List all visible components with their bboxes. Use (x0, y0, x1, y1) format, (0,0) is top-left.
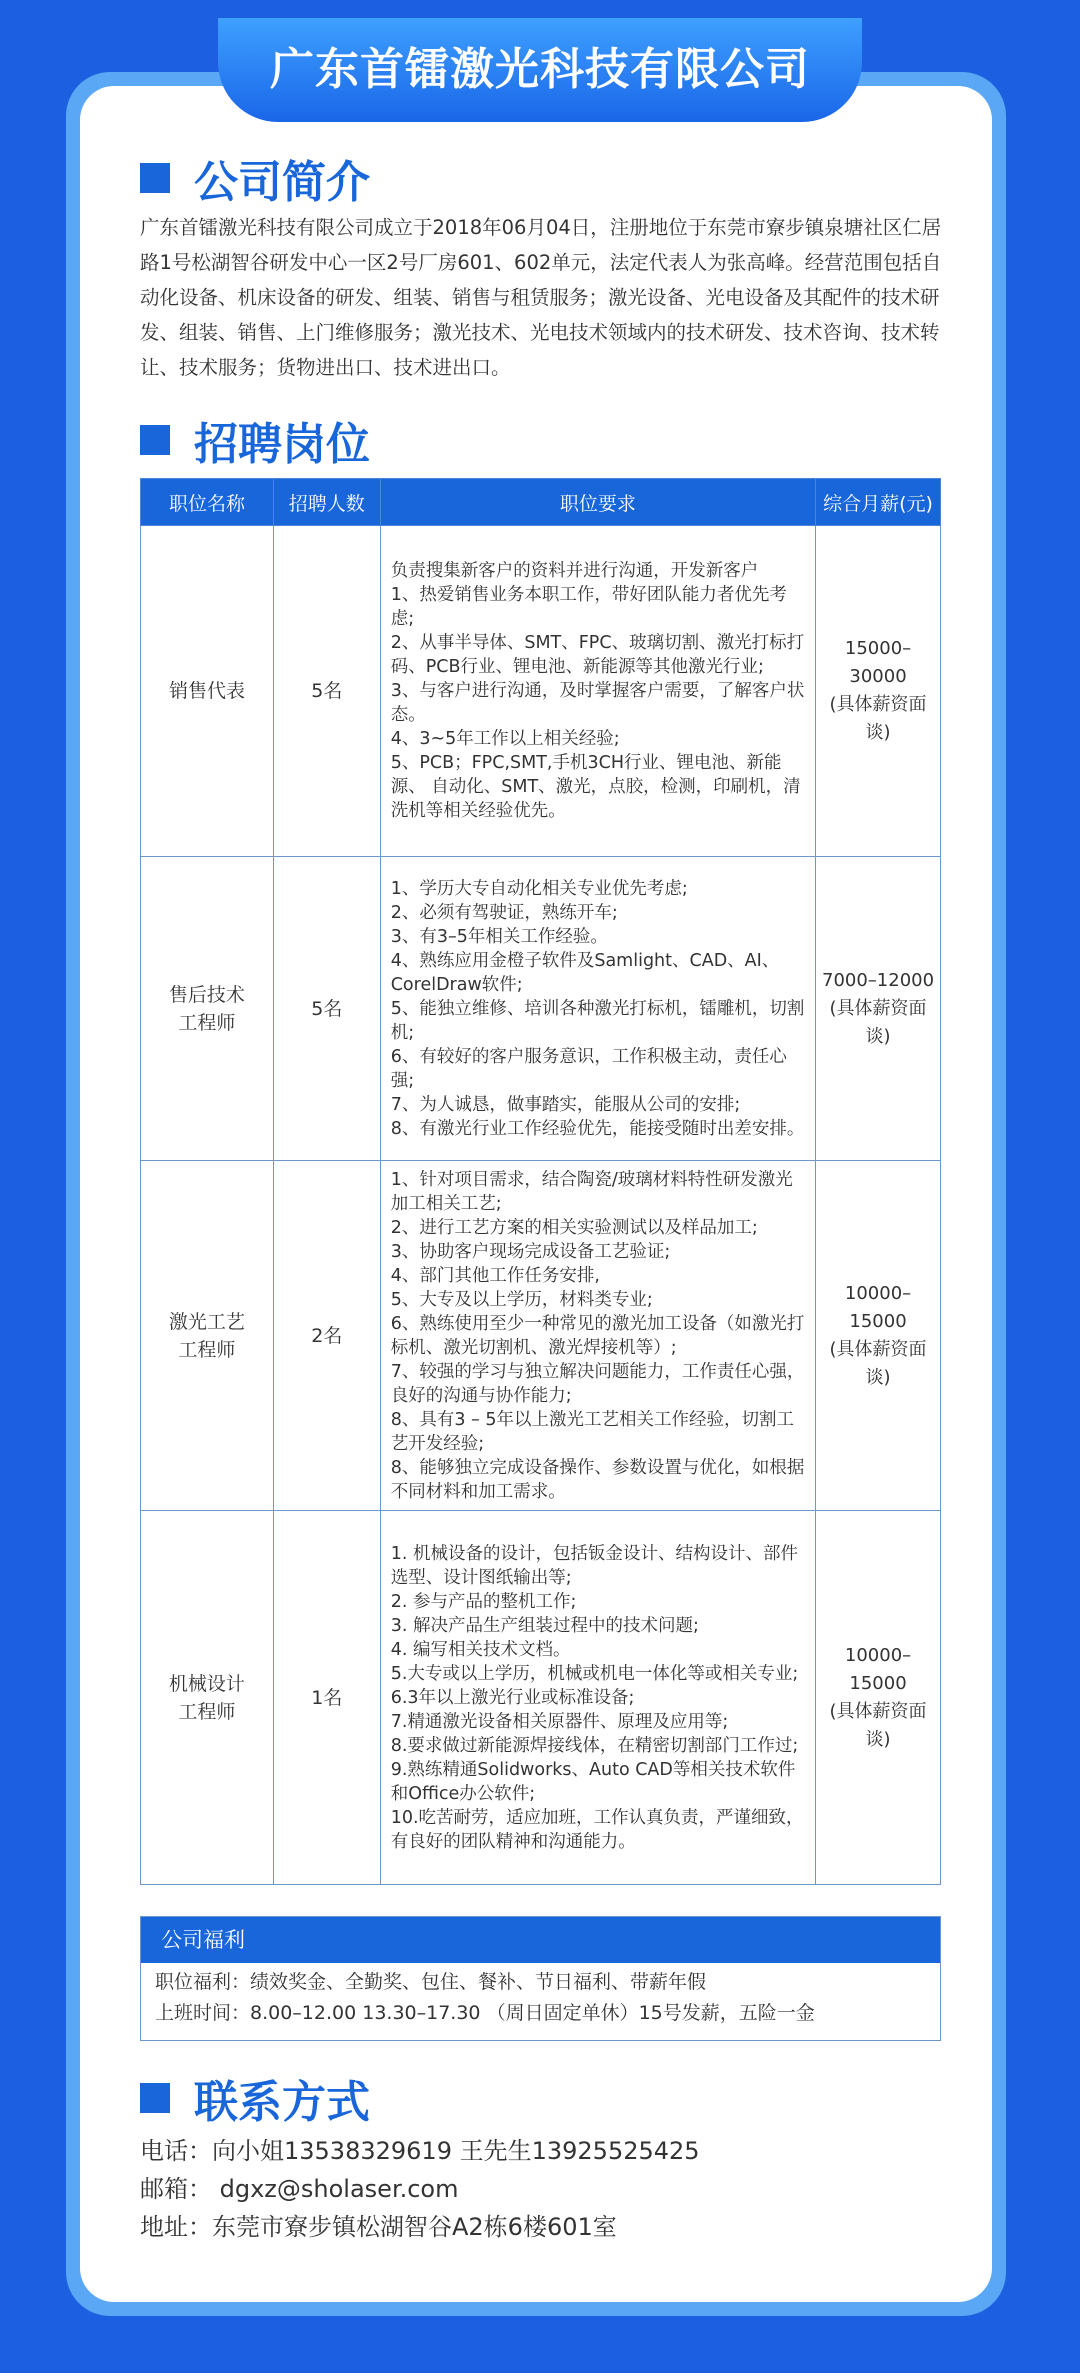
title-banner (218, 18, 862, 122)
section-intro-heading: 公司简介 (140, 148, 370, 208)
welfare-benefits: 职位福利：绩效奖金、全勤奖、包住、餐补、节日福利、带薪年假 (155, 1971, 707, 1993)
table-row (141, 526, 941, 857)
table-row (141, 1511, 941, 1885)
table-header-row (141, 479, 941, 526)
table-row (141, 857, 941, 1161)
header-requirements: 职位要求 (380, 479, 815, 526)
job-count: 1名 (273, 1511, 380, 1885)
square-bullet-icon (140, 2083, 170, 2113)
contact-phone: 电话：向小姐13538329619 王先生13925525425 (140, 2137, 700, 2165)
section-jobs-heading: 招聘岗位 (140, 410, 370, 470)
job-name: 机械设计工程师 (141, 1511, 274, 1885)
company-title: 广东首镭激光科技有限公司 (270, 44, 810, 95)
job-name: 激光工艺工程师 (141, 1161, 274, 1511)
contact-block (140, 2132, 700, 2246)
intro-text: 广东首镭激光科技有限公司成立于2018年06月04日，注册地位于东莞市寮步镇泉塘社区仁居路1号松湖智谷研发中心一区2号厂房601、602单元，法定代表人为张高峰。经营范围包括自动化设备、机床设备的研发、组装、销售与租赁服务；激光设备、光电设备及其配件的技术研发、组装、销售、上门维修服务；激光技术、光电技术领域内的技术研发、技术咨询、技术转让、技术服务；货物进出口、技术进出口。 (140, 216, 942, 379)
job-salary: 10000–15000 (具体薪资面谈) (816, 1511, 941, 1885)
square-bullet-icon (140, 425, 170, 455)
job-salary: 10000–15000 (具体薪资面谈) (816, 1161, 941, 1511)
header-salary: 综合月薪(元) (816, 479, 941, 526)
job-name: 售后技术工程师 (141, 857, 274, 1161)
job-count: 5名 (273, 526, 380, 857)
contact-email: 邮箱： dgxz@sholaser.com (140, 2175, 459, 2203)
job-requirements: 负责搜集新客户的资料并进行沟通，开发新客户 1、热爱销售业务本职工作，带好团队能力者优先考虑; 2、从事半导体、SMT、FPC、玻璃切割、激光打标打码、PCB行业、锂电池、新能源等其他激光行业; 3、与客户进行沟通，及时掌握客户需要，了解客户状态。 4、3~5年工作以上相关经验; 5、PCB；FPC,SMT,手机3CH行业、锂电池、新能源、 自动化、SMT、激光，点胶，检测，印刷机，清洗机等相关经验优先。 (380, 526, 815, 857)
job-salary: 15000–30000 (具体薪资面谈) (816, 526, 941, 857)
contact-address: 地址：东莞市寮步镇松湖智谷A2栋6楼601室 (140, 2213, 617, 2241)
job-salary: 7000–12000 (具体薪资面谈) (816, 857, 941, 1161)
job-requirements: 1. 机械设备的设计，包括钣金设计、结构设计、部件选型、设计图纸输出等; 2. 参与产品的整机工作; 3. 解决产品生产组装过程中的技术问题; 4. 编写相关技术文档。 5.大专或以上学历，机械或机电一体化等或相关专业; 6.3年以上激光行业或标准设备; 7.精通激光设备相关原器件、原理及应用等; 8.要求做过新能源焊接线体，在精密切割部门工作过; 9.熟练精通Solidworks、Auto CAD等相关技术软件和Office办公软件; 10.吃苦耐劳，适应加班，工作认真负责，严谨细致，有良好的团队精神和沟通能力。 (380, 1511, 815, 1885)
job-requirements: 1、学历大专自动化相关专业优先考虑; 2、必须有驾驶证，熟练开车; 3、有3–5年相关工作经验。 4、熟练应用金橙子软件及Samlight、CAD、AI、CorelDraw软件; 5、能独立维修、培训各种激光打标机，镭雕机，切割机; 6、有较好的客户服务意识，工作积极主动，责任心强; 7、为人诚恳，做事踏实，能服从公司的安排; 8、有激光行业工作经验优先，能接受随时出差安排。 (380, 857, 815, 1161)
job-requirements: 1、针对项目需求，结合陶瓷/玻璃材料特性研发激光加工相关工艺; 2、进行工艺方案的相关实验测试以及样品加工; 3、协助客户现场完成设备工艺验证; 4、部门其他工作任务安排, 5、大专及以上学历，材料类专业; 6、熟练使用至少一种常见的激光加工设备（如激光打标机、激光切割机、激光焊接机等）; 7、较强的学习与独立解决问题能力，工作责任心强，良好的沟通与协作能力; 8、具有3 – 5年以上激光工艺相关工作经验，切割工艺开发经验; 8、能够独立完成设备操作、参数设置与优化，如根据不同材料和加工需求。 (380, 1161, 815, 1511)
job-count: 5名 (273, 857, 380, 1161)
jobs-table (140, 478, 941, 1885)
table-row (141, 1161, 941, 1511)
section-contact-heading: 联系方式 (140, 2068, 370, 2128)
welfare-hours: 上班时间：8.00–12.00 13.30–17.30 （周日固定单休）15号发薪，五险一金 (155, 2002, 815, 2024)
job-name: 销售代表 (141, 526, 274, 857)
header-position: 职位名称 (141, 479, 274, 526)
welfare-box (140, 1916, 941, 2041)
job-count: 2名 (273, 1161, 380, 1511)
welfare-title: 公司福利 (141, 1917, 940, 1963)
header-count: 招聘人数 (273, 479, 380, 526)
square-bullet-icon (140, 163, 170, 193)
